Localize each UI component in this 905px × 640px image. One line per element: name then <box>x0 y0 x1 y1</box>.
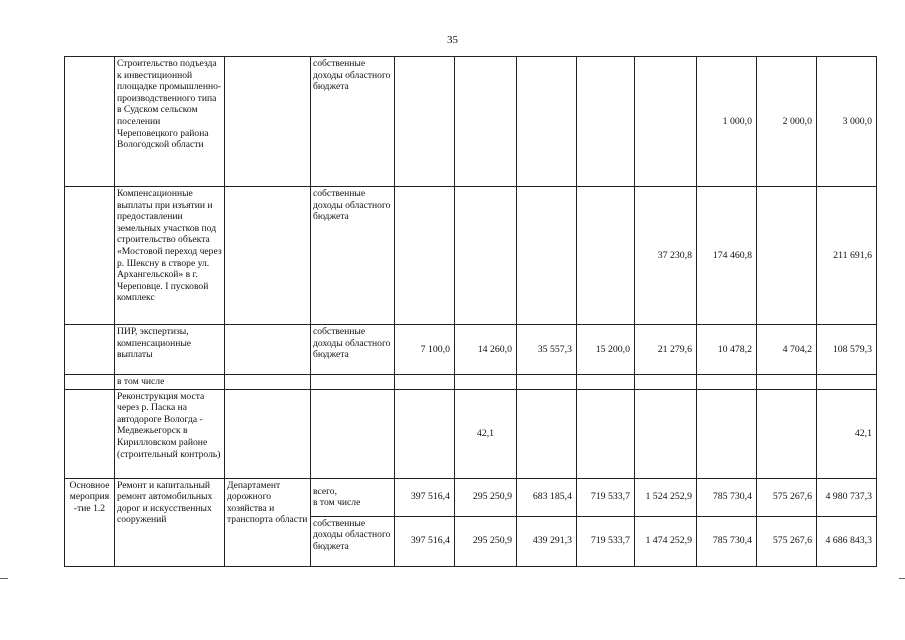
measure-code-cell <box>65 187 115 325</box>
measure-name-cell: Компенсационные выплаты при изъятии и предоставлении земельных участков под строительство объекта «Мостовой переход через р. Шексну в створе ул. Архангельской» в г. Череповце. I пусковой комплекс <box>115 187 225 325</box>
value-cell: 3 000,0 <box>817 57 877 187</box>
value-cell: 21 279,6 <box>635 325 697 375</box>
value-cell <box>455 375 517 390</box>
measure-name-cell: Реконструкция моста через р. Паска на автодороге Вологда - Медвежьегорск в Кирилловском районе (строительный контроль) <box>115 389 225 478</box>
value-cell: 10 478,2 <box>697 325 757 375</box>
value-cell: 785 730,4 <box>697 478 757 516</box>
table-row <box>65 478 877 516</box>
value-cell <box>577 389 635 478</box>
value-cell: 108 579,3 <box>817 325 877 375</box>
value-cell <box>517 57 577 187</box>
value-cell: 4 980 737,3 <box>817 478 877 516</box>
funding-source-cell: собственные доходы областного бюджета <box>311 516 395 566</box>
value-cell: 575 267,6 <box>757 516 817 566</box>
value-cell: 37 230,8 <box>635 187 697 325</box>
funding-source-cell: собственные доходы областного бюджета <box>311 325 395 375</box>
scan-edge-mark <box>0 578 8 579</box>
value-cell <box>635 389 697 478</box>
executor-cell <box>225 325 311 375</box>
value-cell <box>697 375 757 390</box>
value-cell <box>517 375 577 390</box>
value-cell <box>577 187 635 325</box>
table-row <box>65 375 877 390</box>
measure-name-cell: ПИР, экспертизы, компенсационные выплаты <box>115 325 225 375</box>
value-cell: 7 100,0 <box>395 325 455 375</box>
value-cell <box>455 187 517 325</box>
value-cell <box>517 187 577 325</box>
executor-cell <box>225 389 311 478</box>
value-cell <box>395 389 455 478</box>
value-cell: 439 291,3 <box>517 516 577 566</box>
page-number: 35 <box>447 34 458 46</box>
value-cell: 2 000,0 <box>757 57 817 187</box>
value-cell <box>395 187 455 325</box>
table-row <box>65 57 877 187</box>
value-cell: 35 557,3 <box>517 325 577 375</box>
value-cell: 4 704,2 <box>757 325 817 375</box>
value-cell: 719 533,7 <box>577 516 635 566</box>
measure-code-cell <box>65 325 115 375</box>
measure-code-cell <box>65 375 115 390</box>
budget-table <box>64 56 877 567</box>
value-cell <box>697 389 757 478</box>
value-cell: 15 200,0 <box>577 325 635 375</box>
value-cell: 575 267,6 <box>757 478 817 516</box>
value-cell: 42,1 <box>455 389 517 478</box>
value-cell <box>757 389 817 478</box>
value-cell <box>395 57 455 187</box>
value-cell <box>517 389 577 478</box>
value-cell: 295 250,9 <box>455 516 517 566</box>
value-cell: 42,1 <box>817 389 877 478</box>
value-cell <box>635 57 697 187</box>
value-cell <box>817 375 877 390</box>
value-cell: 683 185,4 <box>517 478 577 516</box>
measure-code-cell: Основное мероприя -тие 1.2 <box>65 478 115 566</box>
value-cell: 719 533,7 <box>577 478 635 516</box>
value-cell <box>395 375 455 390</box>
funding-source-cell: собственные доходы областного бюджета <box>311 57 395 187</box>
table-row <box>65 325 877 375</box>
funding-source-cell <box>311 375 395 390</box>
measure-code-cell <box>65 389 115 478</box>
table-row <box>65 187 877 325</box>
table-row <box>65 389 877 478</box>
measure-name-cell: Строительство подъезда к инвестиционной площадке промышленно-производственного типа в Судском сельском поселении Череповецкого района Вологодской области <box>115 57 225 187</box>
value-cell: 397 516,4 <box>395 516 455 566</box>
value-cell: 1 474 252,9 <box>635 516 697 566</box>
measure-code-cell <box>65 57 115 187</box>
value-cell <box>455 57 517 187</box>
funding-source-cell <box>311 389 395 478</box>
value-cell: 785 730,4 <box>697 516 757 566</box>
value-cell <box>577 57 635 187</box>
value-cell <box>757 187 817 325</box>
value-cell: 1 524 252,9 <box>635 478 697 516</box>
scan-edge-mark <box>899 578 905 579</box>
value-cell: 295 250,9 <box>455 478 517 516</box>
value-cell: 1 000,0 <box>697 57 757 187</box>
value-cell: 211 691,6 <box>817 187 877 325</box>
value-cell: 4 686 843,3 <box>817 516 877 566</box>
value-cell: 14 260,0 <box>455 325 517 375</box>
executor-cell <box>225 57 311 187</box>
executor-cell <box>225 187 311 325</box>
value-cell <box>577 375 635 390</box>
funding-source-cell: всего, в том числе <box>311 478 395 516</box>
value-cell <box>757 375 817 390</box>
value-cell <box>635 375 697 390</box>
executor-cell <box>225 375 311 390</box>
value-cell: 174 460,8 <box>697 187 757 325</box>
funding-source-cell: собственные доходы областного бюджета <box>311 187 395 325</box>
measure-name-cell: Ремонт и капитальный ремонт автомобильных дорог и искусственных сооружений <box>115 478 225 566</box>
executor-cell: Департамент дорожного хозяйства и транспорта области <box>225 478 311 566</box>
value-cell: 397 516,4 <box>395 478 455 516</box>
measure-name-cell: в том числе <box>115 375 225 390</box>
